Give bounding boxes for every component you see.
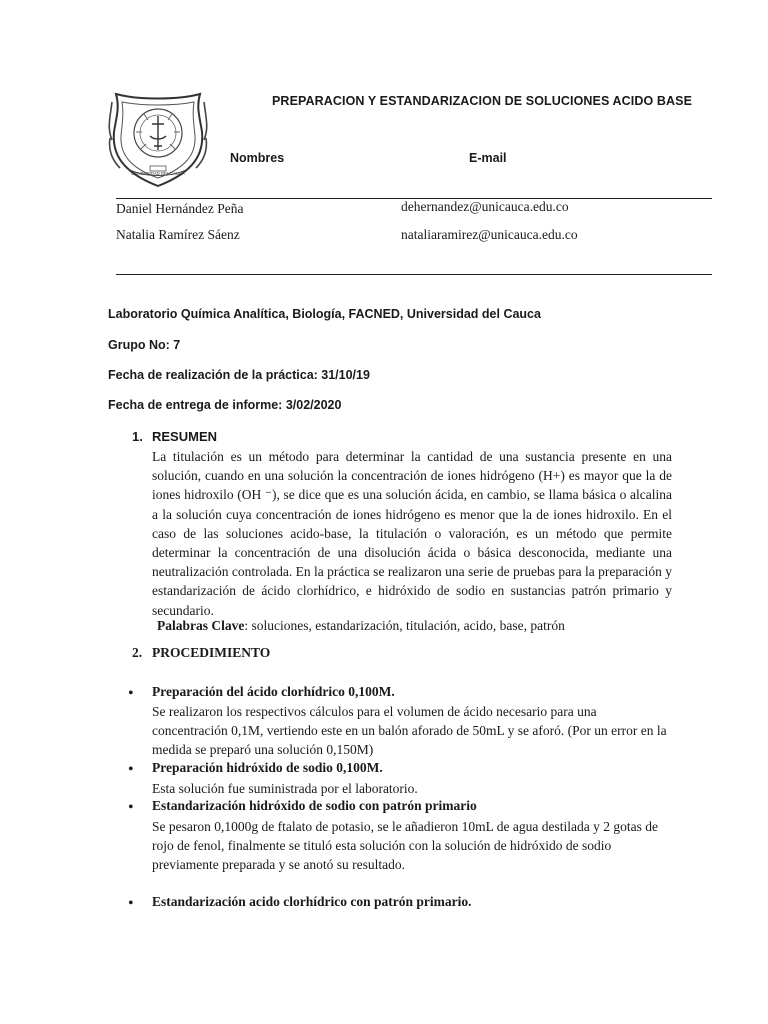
bullet-icon: •: [128, 761, 134, 778]
procedure-item-4-title: Estandarización acido clorhídrico con patrón primario.: [152, 894, 472, 909]
procedure-item-2-body: Esta solución fue suministrada por el laboratorio.: [152, 781, 418, 796]
author-email-1: dehernandez@unicauca.edu.co: [401, 199, 569, 214]
email-column-header: E-mail: [469, 151, 507, 165]
section-2-number: 2.: [132, 645, 143, 660]
university-seal-logo: [108, 88, 208, 190]
procedure-item-1-title: Preparación del ácido clorhídrico 0,100M.: [152, 684, 395, 699]
resumen-paragraph: La titulación es un método para determinar la cantidad de una sustancia presente en una solución, cuando en una solución la concentración de iones hidrógeno (H+) es mayor que la de iones hidroxilo (OH ⁻), se dice que es una solución ácida, en cambio, se llama básica o alcalina a la solución cuya concentración de iones hidrógeno es menor que la de iones hidroxilo. En el caso de las soluciones acido-base, la titulación o valoración, es un método que permite determinar la concentración de una disolución ácida o básica desconocida, mediante una neutralización controlada. En la práctica se realizaron una serie de pruebas para la preparación y estandarización de ácido clorhídrico, e hidróxido de sodio en sustancias patrón primario y secundario.: [152, 449, 672, 618]
document-title: PREPARACION Y ESTANDARIZACION DE SOLUCIONES ACIDO BASE: [272, 94, 693, 108]
authors-bottom-divider: [116, 274, 712, 275]
section-1-title: RESUMEN: [152, 429, 218, 444]
group-line: Grupo No: 7: [108, 338, 181, 352]
procedure-item-1-body: Se realizaron los respectivos cálculos para el volumen de ácido necesario para una concentración 0,1M, vertiendo este en un balón aforado de 50mL y se aforó. (Por un error en la medida se preparó una solución 0,150M): [152, 704, 667, 758]
practice-date-line: Fecha de realización de la práctica: 31/10/19: [108, 368, 370, 382]
section-1-number: 1.: [132, 429, 143, 444]
seal-text: UNIVERSIDAD DEL CAUCA: [131, 171, 185, 176]
keywords-line: [157, 618, 565, 634]
keywords-label: Palabras Clave: [157, 618, 245, 633]
lab-line: Laboratorio Química Analítica, Biología, FACNED, Universidad del Cauca: [108, 307, 541, 321]
report-date-line: Fecha de entrega de informe: 3/02/2020: [108, 398, 342, 412]
section-2-title: PROCEDIMIENTO: [152, 645, 271, 660]
author-email-2: nataliaramirez@unicauca.edu.co: [401, 227, 578, 242]
bullet-icon: •: [128, 799, 134, 816]
author-name-1: Daniel Hernández Peña: [116, 201, 244, 216]
procedure-item-3-body: Se pesaron 0,1000g de ftalato de potasio, se le añadieron 10mL de agua destilada y 2 gotas de rojo de fenol, finalmente se tituló esta solución con la solución de hidróxido de sodio previamente preparada y se anotó su resultado.: [152, 819, 658, 873]
bullet-icon: •: [128, 685, 134, 702]
names-column-header: Nombres: [230, 151, 285, 165]
bullet-icon: •: [128, 895, 134, 912]
procedure-item-3-title: Estandarización hidróxido de sodio con patrón primario: [152, 798, 477, 813]
author-name-2: Natalia Ramírez Sáenz: [116, 227, 240, 242]
keywords-values: : soluciones, estandarización, titulación, acido, base, patrón: [244, 618, 565, 633]
procedure-item-2-title: Preparación hidróxido de sodio 0,100M.: [152, 760, 383, 775]
